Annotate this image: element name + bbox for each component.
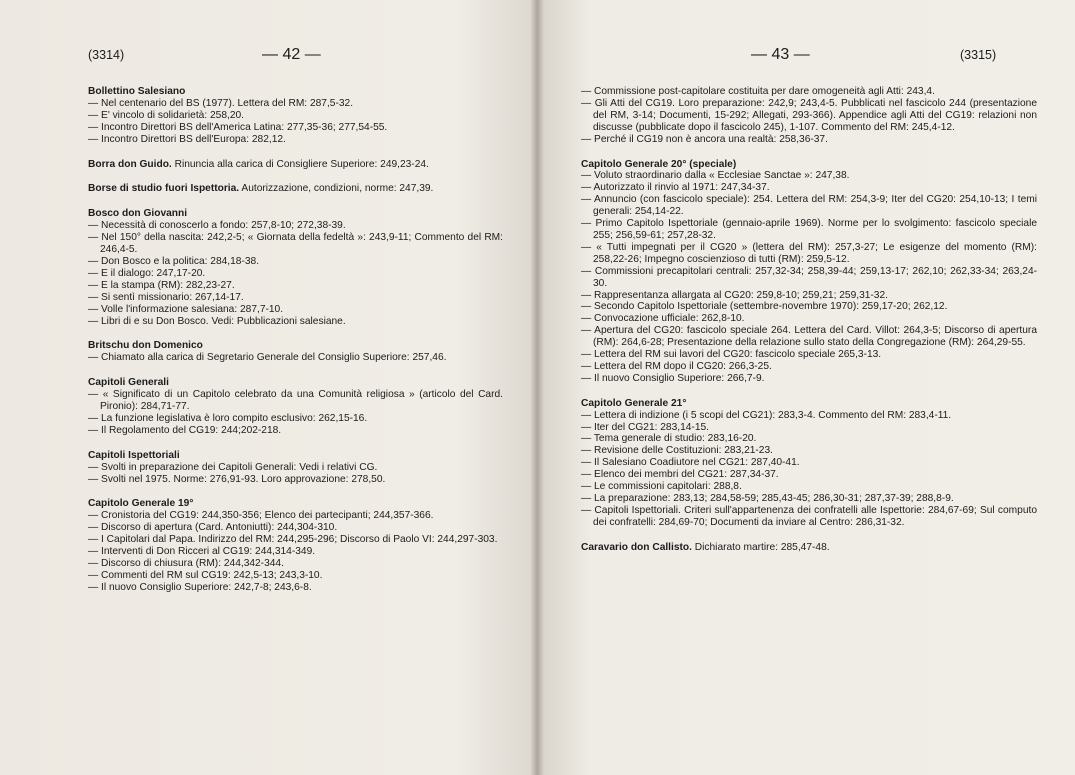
entry-subline: — Capitoli Ispettoriali. Criteri sull'appartenenza dei confratelli alle Ispettorie: 284,67-69; Sul computo dei confratelli: 284,69-70; Documenti da inviare al Centro: 286,31-32.: [581, 504, 1037, 528]
entry-subline: — Incontro Direttori BS dell'America Latina: 277,35-36; 277,54-55.: [88, 121, 388, 133]
entry-subline: — Il Regolamento del CG19: 244;202-218.: [88, 424, 282, 436]
entry-subline: — Rappresentanza allargata al CG20: 259,8-10; 259,21; 259,31-32.: [581, 289, 888, 301]
entry-subline: — E la stampa (RM): 282,23-27.: [88, 279, 235, 291]
index-entry: [88, 159, 503, 171]
index-entry: [88, 498, 503, 593]
book-gutter: [530, 0, 544, 775]
entry-subline: — Elenco dei membri del CG21: 287,34-37.: [581, 469, 779, 481]
entry-heading: [88, 183, 503, 195]
entry-subline: — Chiamato alla carica di Segretario Generale del Consiglio Superiore: 257,46.: [88, 352, 447, 364]
entry-subline: — Discorso di apertura (Card. Antoniutti): 244,304-310.: [88, 522, 338, 534]
entry-subline: — Voluto straordinario dalla « Ecclesiae Sanctae »: 247,38.: [581, 170, 850, 182]
entry-subline: — I Capitolari dal Papa. Indirizzo del RM: 244,295-296; Discorso di Paolo VI: 244,297-303.: [88, 534, 498, 546]
entry-subline: — « Significato di un Capitolo celebrato da una Comunità religiosa » (articolo del Card. Pironio): 284,71-77.: [88, 389, 503, 413]
entry-subline: — Cronistoria del CG19: 244,350-356; Elenco dei partecipanti; 244,357-366.: [88, 510, 434, 522]
left-index-content: [88, 86, 503, 607]
entry-subline: — Autorizzato il rinvio al 1971: 247,34-37.: [581, 182, 770, 194]
right-index-content: [581, 86, 1037, 567]
entry-title: Borse di studio fuori Ispettoria.: [88, 183, 240, 195]
left-page-number: — 42 —: [262, 46, 321, 63]
entry-heading: [88, 159, 503, 171]
entry-title: Britschu don Domenico: [88, 340, 203, 352]
entry-subline: — Interventi di Don Ricceri al CG19: 244,314-349.: [88, 546, 316, 558]
right-page: [537, 0, 1075, 775]
entry-heading: [88, 86, 503, 98]
entry-subline: — Si sentì missionario: 267,14-17.: [88, 291, 244, 303]
entry-subline: — Le commissioni capitolari: 288,8.: [581, 481, 742, 493]
entry-heading: [88, 208, 503, 220]
entry-subline: — Lettera del RM dopo il CG20: 266,3-25.: [581, 360, 772, 372]
entry-inline-text: Rinuncia alla carica di Consigliere Superiore: 249,23-24.: [171, 158, 429, 170]
entry-title: Caravario don Callisto.: [581, 541, 692, 553]
entry-heading: [88, 450, 503, 462]
entry-subline: — Iter del CG21: 283,14-15.: [581, 421, 709, 433]
entry-subline: — Discorso di chiusura (RM): 244,342-344.: [88, 558, 284, 569]
index-entry: [581, 159, 1037, 385]
left-page: [0, 0, 537, 775]
entry-subline: — Nel 150° della nascita: 242,2-5; « Giornata della fedeltà »: 243,9-11; Commento del RM: 246,4-5.: [88, 232, 503, 256]
entry-subline: — Nel centenario del BS (1977). Lettera del RM: 287,5-32.: [88, 97, 354, 109]
entry-subline: — Commissione post-capitolare costituita per dare omogeneità agli Atti: 243,4.: [581, 86, 935, 97]
entry-heading: [581, 159, 1037, 171]
index-entry: [581, 542, 1037, 554]
index-entry: [88, 208, 503, 327]
entry-heading: [88, 340, 503, 352]
entry-title: Bollettino Salesiano: [88, 86, 186, 97]
index-entry: [88, 340, 503, 364]
entry-subline: — Apertura del CG20: fascicolo speciale 264. Lettera del Card. Villot: 264,3-5; Discorso di apertura (RM): 264,6-28; Presentazione della relazione sullo stato della Congregazione (RM): 264,29-55.: [581, 325, 1037, 349]
entry-subline: — Libri di e su Don Bosco. Vedi: Pubblicazioni salesiane.: [88, 315, 346, 327]
index-entry: [88, 377, 503, 437]
entry-subline: — E' vincolo di solidarietà: 258,20.: [88, 109, 244, 121]
entry-inline-text: Autorizzazione, condizioni, norme: 247,39.: [239, 183, 434, 195]
entry-heading: [581, 542, 1037, 554]
entry-subline: — La preparazione: 283,13; 284,58-59; 285,43-45; 286,30-31; 287,37-39; 288,8-9.: [581, 493, 954, 504]
entry-subline: — Gli Atti del CG19. Loro preparazione: 242,9; 243,4-5. Pubblicati nel fascicolo 244 (presentazione del RM, 3-14; Documenti, 15-292; Allegati, 293-366). Appendice agli Atti del CG19: relazioni non discusse (pubblicate dopo il fascicolo 245), 1-107. Commento del RM: 245,4-12.: [581, 97, 1037, 133]
entry-title: Capitolo Generale 21°: [581, 397, 687, 409]
entry-subline: — Svolti nel 1975. Norme: 276,91-93. Loro approvazione: 278,50.: [88, 473, 386, 485]
index-entry: [88, 86, 503, 146]
entry-title: Borra don Guido.: [88, 158, 172, 170]
right-page-number: — 43 —: [751, 46, 810, 63]
index-entry: [88, 450, 503, 486]
entry-subline: — Commenti del RM sul CG19: 242,5-13; 243,3-10.: [88, 569, 323, 581]
entry-subline: — Annuncio (con fascicolo speciale): 254. Lettera del RM: 254,3-9; Iter del CG20: 254,10-13; I temi generali: 254,14-22.: [581, 194, 1037, 218]
entry-subline: — Convocazione ufficiale: 262,8-10.: [581, 313, 745, 325]
index-entry: [581, 398, 1037, 529]
entry-heading: [88, 377, 503, 389]
index-entry: [88, 183, 503, 195]
entry-subline: — Incontro Direttori BS dell'Europa: 282,12.: [88, 133, 286, 145]
entry-subline: — Lettera del RM sui lavori del CG20: fascicolo speciale 265,3-13.: [581, 349, 882, 361]
entry-subline: — Volle l'informazione salesiana: 287,7-10.: [88, 303, 284, 315]
entry-subline: — E il dialogo: 247,17-20.: [88, 267, 206, 279]
entry-subline: — Il nuovo Consiglio Superiore: 266,7-9.: [581, 372, 765, 384]
entry-subline: — Don Bosco e la politica: 284,18-38.: [88, 255, 260, 267]
entry-subline: — « Tutti impegnati per il CG20 » (lettera del RM): 257,3-27; Le esigenze del momento (RM): 258,22-26; Impegno coscienzioso di tutti (RM): 259,5-12.: [581, 241, 1037, 265]
index-entry: [581, 86, 1037, 146]
entry-inline-text: Dichiarato martire: 285,47-48.: [691, 541, 830, 553]
entry-subline: — Lettera di indizione (i 5 scopi del CG21): 283,3-4. Commento del RM: 283,4-11.: [581, 409, 952, 421]
entry-subline: — La funzione legislativa è loro compito esclusivo: 262,15-16.: [88, 412, 368, 424]
entry-subline: — Tema generale di studio: 283,16-20.: [581, 433, 757, 445]
entry-title: Bosco don Giovanni: [88, 208, 188, 220]
left-archive-number: (3314): [88, 48, 125, 62]
entry-subline: — Il Salesiano Coadiutore nel CG21: 287,40-41.: [581, 457, 800, 469]
entry-heading: [88, 498, 503, 510]
entry-subline: — Svolti in preparazione dei Capitoli Generali: Vedi i relativi CG.: [88, 461, 378, 473]
entry-subline: — Primo Capitolo Ispettoriale (gennaio-aprile 1969). Norme per lo svolgimento: fascicolo speciale 255; 256,59-61; 257,28-32.: [581, 218, 1037, 241]
entry-title: Capitoli Ispettoriali: [88, 449, 180, 461]
entry-title: Capitolo Generale 20° (speciale): [581, 158, 737, 170]
entry-heading: [581, 398, 1037, 410]
entry-subline: — Perché il CG19 non è ancora una realtà: 258,36-37.: [581, 133, 828, 145]
right-archive-number: (3315): [960, 48, 997, 62]
entry-title: Capitoli Generali: [88, 377, 169, 389]
entry-title: Capitolo Generale 19°: [88, 498, 194, 510]
entry-subline: — Secondo Capitolo Ispettoriale (settembre-novembre 1970): 259,17-20; 262,12.: [581, 301, 948, 313]
entry-subline: — Il nuovo Consiglio Superiore: 242,7-8; 243,6-8.: [88, 581, 312, 593]
entry-subline: — Necessità di conoscerlo a fondo: 257,8-10; 272,38-39.: [88, 220, 346, 232]
entry-subline: — Commissioni precapitolari centrali: 257,32-34; 258,39-44; 259,13-17; 262,10; 262,33-34; 263,24-30.: [581, 265, 1037, 289]
entry-subline: — Revisione delle Costituzioni: 283,21-23.: [581, 445, 773, 457]
